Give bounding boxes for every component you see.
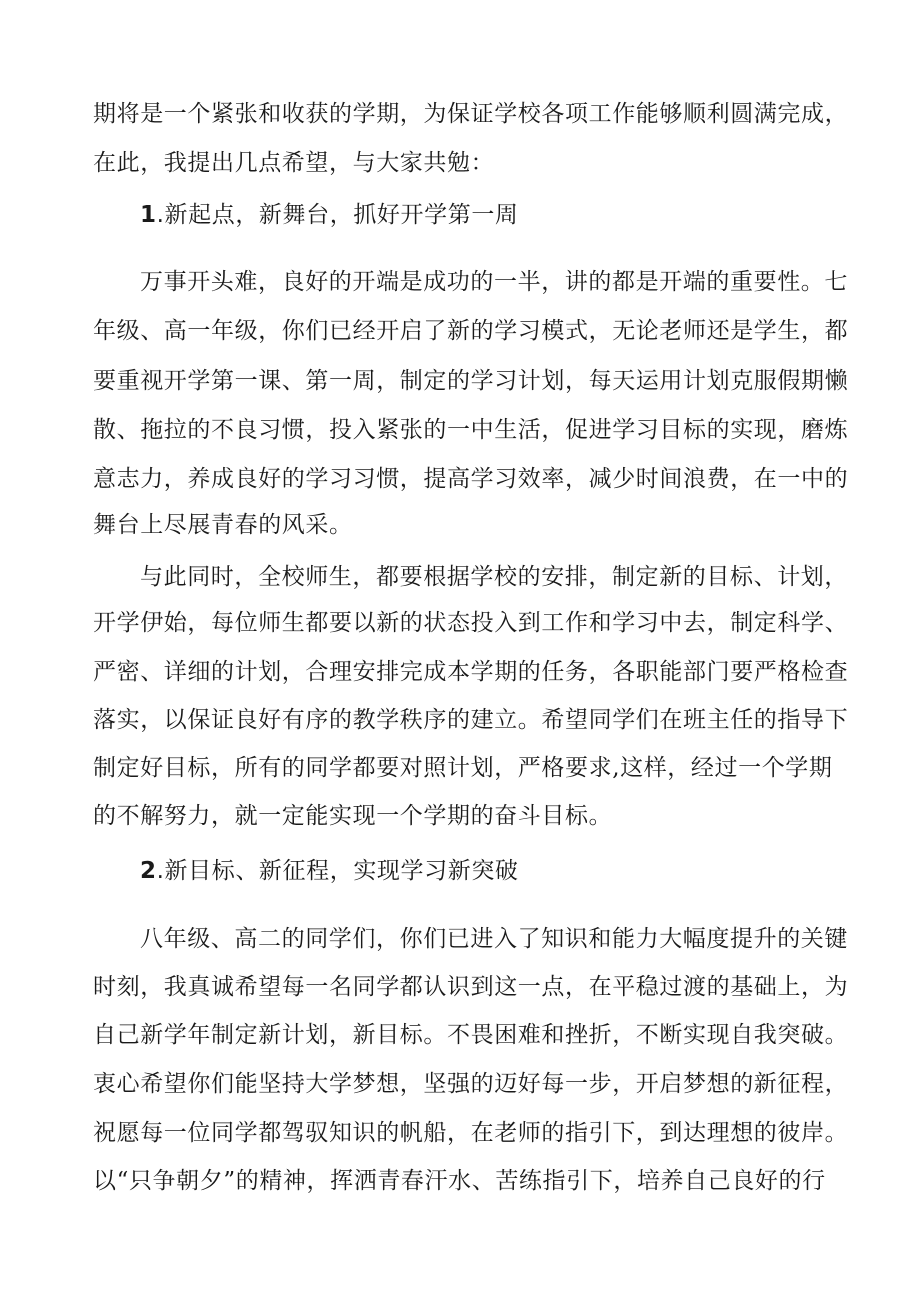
para1-line-4: 散、拖拉的不良习惯，投入紧张的一中生活，促进学习目标的实现，磨炼 bbox=[93, 417, 849, 443]
para2-line-6: 的不解努力，就一定能实现一个学期的奋斗目标。 bbox=[93, 803, 613, 829]
para3-line-2: 时刻，我真诚希望每一名同学都认识到这一点，在平稳过渡的基础上，为 bbox=[93, 974, 849, 1000]
para3-line-3: 自己新学年制定新计划，新目标。不畏困难和挫折，不断实现自我突破。 bbox=[93, 1022, 849, 1048]
para2-line-2: 开学伊始，每位师生都要以新的状态投入到工作和学习中去，制定科学、 bbox=[93, 610, 849, 636]
section-number-1: 1 bbox=[140, 202, 157, 228]
intro-line-2: 在此，我提出几点希望，与大家共勉： bbox=[93, 150, 495, 176]
para3-line-4: 衷心希望你们能坚持大学梦想，坚强的迈好每一步，开启梦想的新征程， bbox=[93, 1071, 849, 1097]
para1-line-1: 万事开头难，良好的开端是成功的一半，讲的都是开端的重要性。七 bbox=[140, 269, 848, 295]
section-number-2: 2 bbox=[140, 858, 157, 884]
section-heading-2 bbox=[140, 856, 880, 886]
para3-line-1: 八年级、高二的同学们，你们已进入了知识和能力大幅度提升的关键 bbox=[140, 926, 848, 952]
para1-line-6: 舞台上尽展青春的风采。 bbox=[93, 512, 353, 538]
para3-line-6: 以“只争朝夕”的精神，挥洒青春汗水、苦练指引下，培养自己良好的行 bbox=[93, 1168, 826, 1194]
para1-line-2: 年级、高一年级，你们已经开启了新的学习模式，无论老师还是学生，都 bbox=[93, 318, 849, 344]
para2-line-1: 与此同时，全校师生，都要根据学校的安排，制定新的目标、计划， bbox=[140, 564, 848, 590]
intro-line-1: 期将是一个紧张和收获的学期，为保证学校各项工作能够顺利圆满完成， bbox=[93, 101, 849, 127]
section-heading-1 bbox=[140, 200, 880, 230]
para2-line-5: 制定好目标，所有的同学都要对照计划，严格要求,这样，经过一个学期 bbox=[93, 755, 833, 781]
para1-line-5: 意志力，养成良好的学习习惯，提高学习效率，减少时间浪费，在一中的 bbox=[93, 466, 849, 492]
section-title-2: .新目标、新征程，实现学习新突破 bbox=[156, 858, 519, 884]
para2-line-3: 严密、详细的计划，合理安排完成本学期的任务，各职能部门要严格检查 bbox=[93, 659, 849, 685]
section-title-1: .新起点，新舞台，抓好开学第一周 bbox=[156, 202, 519, 228]
para1-line-3: 要重视开学第一课、第一周，制定的学习计划，每天运用计划克服假期懒 bbox=[93, 368, 849, 394]
para2-line-4: 落实，以保证良好有序的教学秩序的建立。希望同学们在班主任的指导下 bbox=[93, 707, 849, 733]
para3-line-5: 祝愿每一位同学都驾驭知识的帆船，在老师的指引下，到达理想的彼岸。 bbox=[93, 1120, 849, 1146]
